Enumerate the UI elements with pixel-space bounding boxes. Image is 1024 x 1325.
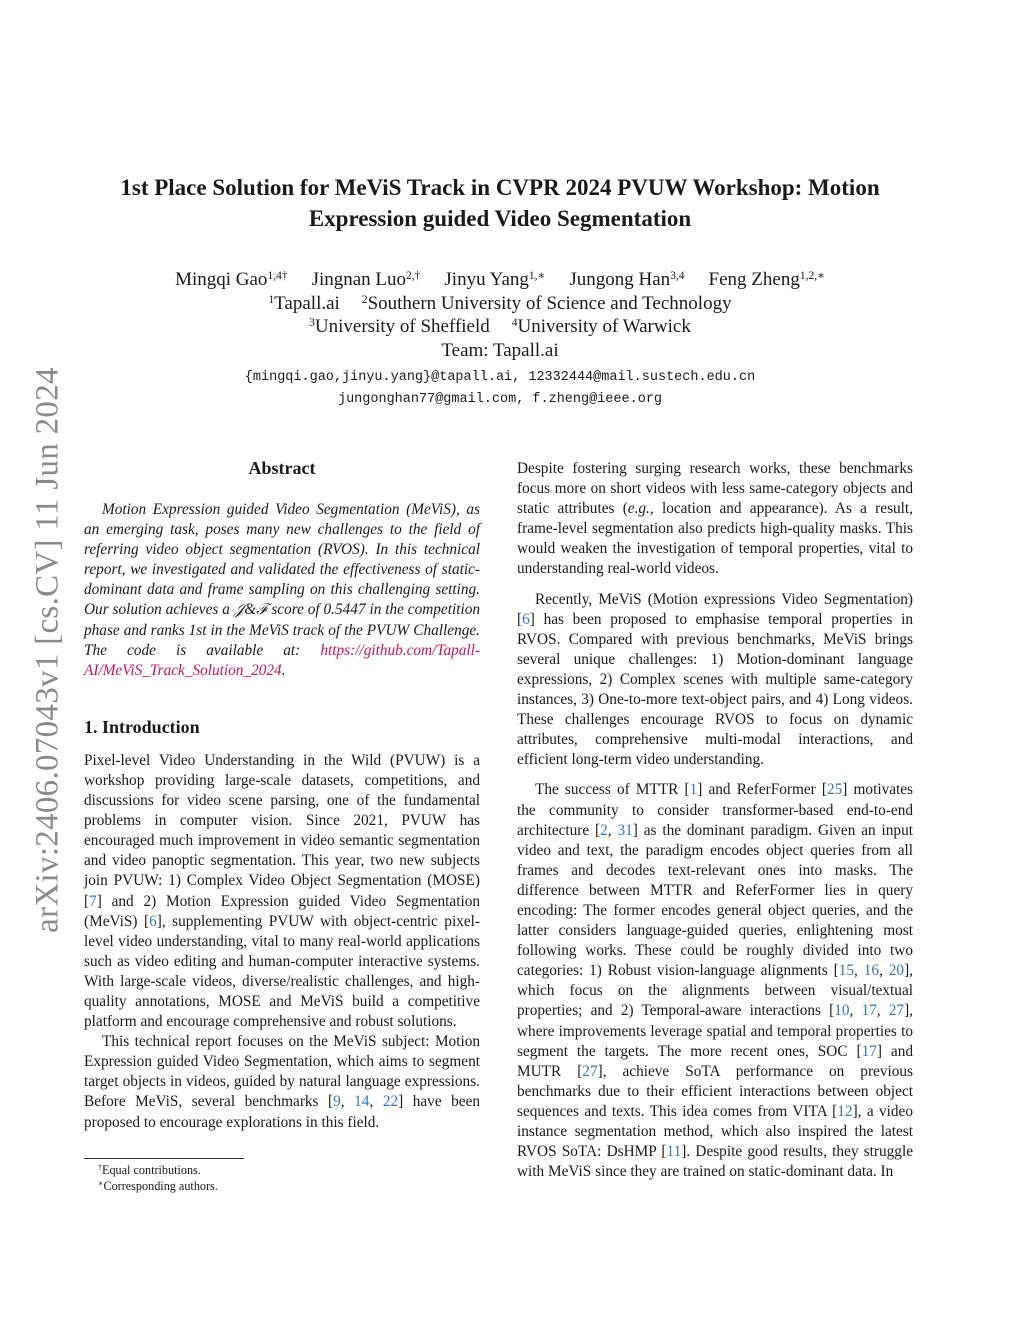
citation-link[interactable]: 6 [149, 912, 157, 930]
footnote-divider [84, 1158, 244, 1159]
right-paragraph-1 [517, 459, 913, 580]
text: ], a video instance segmentation method, which also inspired the latest RVOS SoTA: DsHMP [ [517, 1102, 913, 1161]
footnote-equal-contribution [98, 1162, 218, 1178]
citation-link[interactable]: 25 [826, 781, 843, 799]
affiliation-sup: 2 [361, 293, 368, 306]
affiliation-sup: 3 [309, 317, 315, 329]
text: , location and appearance). As a result, frame-level segmentation also predicts high-quality masks. This would weaken the investigation of temporal properties, vital to understanding real-world videos. [517, 500, 913, 578]
citation-link[interactable]: 9 [333, 1093, 341, 1111]
author-block [80, 268, 920, 411]
text: ] motivates the community to consider transformer-based end-to-end architecture [ [517, 781, 914, 839]
citation-link[interactable]: 12 [837, 1102, 853, 1120]
author-sup: 1,∗ [528, 270, 546, 282]
text: ]. Despite good results, they struggle with MeViS since they are trained on static-dominant data. In [517, 1143, 913, 1181]
text: ], achieve SoTA performance on previous benchmarks due to their efficient interactions between object sequences and texts. This idea comes from VITA [ [517, 1062, 913, 1120]
text: , [607, 821, 618, 839]
citation-link[interactable]: 7 [89, 892, 97, 910]
author-name: Jungong Han [569, 269, 671, 290]
right-column [517, 459, 913, 1182]
left-column [84, 458, 480, 1133]
abstract-heading: Abstract [248, 458, 316, 478]
author-sup: 1,4† [267, 270, 288, 282]
footnote-text: Equal contributions. [102, 1163, 201, 1177]
author-name: Mingqi Gao [175, 269, 268, 290]
right-paragraph-2 [517, 590, 913, 771]
citation-link[interactable]: 17 [861, 1042, 877, 1060]
affiliation-line-1 [80, 292, 920, 316]
arxiv-identifier: arXiv:2406.07043v1 [cs.CV] 11 Jun 2024 [29, 367, 66, 933]
affiliation-name: Tapall.ai [274, 292, 340, 314]
abstract-body [84, 500, 480, 681]
abstract-text: Motion Expression guided Video Segmentation (MeViS), as an emerging task, poses many new challenges to the field of referring video object segmentation (RVOS). In this technical report, we investigated and validated the effectiveness of static-dominant data and frame sampling on this challenging setting. Our solution achieves a 𝒥&ℱ score of 0.5447 in the competition phase and ranks 1st in the MeViS track of the PVUW Challenge. The code is available at: [84, 501, 480, 659]
affiliation-sup: 4 [511, 317, 518, 329]
text: Pixel-level Video Understanding in the Wild (PVUW) is a workshop providing large-scale datasets, competitions, and discussions for video scene parsing, one of the fundamental problems in computer vision. Since 2021, PVUW has encouraged much improvement in video semantic segmentation and video panoptic segmentation. This year, two new subjects join PVUW: 1) Complex Video Object Segmentation (MOSE) [ [84, 751, 480, 910]
footnote-mark: † [98, 1163, 102, 1172]
abstract-end: . [281, 661, 286, 679]
citation-link[interactable]: 16 [863, 962, 880, 980]
author-name: Feng Zheng [708, 269, 800, 290]
author-sup: 3,4 [670, 270, 685, 282]
affiliation-name: University of Sheffield [314, 316, 490, 337]
intro-paragraph-2 [84, 1032, 480, 1132]
text: ], supplementing PVUW with object-centric pixel-level video understanding, vital to many real-world applications such as video editing and human-computer interactive systems. With large-scale videos, diverse/realistic challenges, and high-quality annotations, MOSE and MeViS build a competitive platform and encourage comprehensive and robust solutions. [84, 912, 480, 1031]
author-name: Jinyu Yang [444, 269, 529, 290]
citation-link[interactable]: 22 [382, 1093, 399, 1111]
paper-title [80, 172, 920, 234]
citation-link[interactable]: 15 [838, 962, 855, 980]
arxiv-sidebar [26, 350, 70, 950]
email-line-1: {mingqi.gao,jinyu.yang}@tapall.ai, 12332444@mail.sustech.edu.cn [244, 370, 756, 385]
text: Recently, MeViS (Motion expressions Video Segmentation) [ [517, 590, 913, 628]
citation-link[interactable]: 10 [834, 1002, 850, 1020]
email-line-2: jungonghan77@gmail.com, f.zheng@ieee.org [337, 392, 663, 407]
author-sup: 2,† [406, 270, 421, 282]
author-sup: 1,2,∗ [799, 270, 825, 282]
citation-link[interactable]: 27 [582, 1062, 598, 1080]
citation-link[interactable]: 11 [666, 1143, 682, 1161]
affiliation-line-2 [80, 315, 920, 339]
title-line-1: 1st Place Solution for MeViS Track in CVPR 2024 PVUW Workshop: Motion [120, 175, 880, 200]
text: ] have been proposed to encourage explorations in this field. [84, 1093, 481, 1131]
text: ], which focus on the alignments between visual/textual properties; and 2) Temporal-aware interactions [ [517, 962, 913, 1020]
team-name: Team: Tapall.ai [441, 339, 559, 361]
right-paragraph-3 [517, 780, 913, 1182]
title-line-2: Expression guided Video Segmentation [308, 206, 692, 231]
intro-paragraph-1 [84, 751, 480, 1032]
text: ] has been proposed to emphasise temporal properties in RVOS. Compared with previous benchmarks, MeViS brings several unique challenges: 1) Motion-dominant language expressions, 2) Complex scenes with multiple same-category instances, 3) One-to-more text-object pairs, and 4) Long videos. These challenges encourage RVOS to focus on dynamic attributes, comprehensive multi-modal interactions, and efficient long-term video understanding. [517, 610, 913, 769]
section-heading-introduction: 1. Introduction [84, 716, 200, 737]
text: This technical report focuses on the MeViS subject: Motion Expression guided Video Segmentation, which aims to segment target objects in videos, guided by natural language expressions. Before MeViS, several benchmarks [ [84, 1033, 480, 1111]
text: , [340, 1093, 355, 1111]
author-name: Jingnan Luo [311, 269, 407, 290]
text: ] as the dominant paradigm. Given an input video and text, the paradigm encodes object queries from all frames and decodes text-relevant ones into masks. The difference between MTTR and ReferFormer lies in query encoding: The former encodes general object queries, and the latter considers language-guided queries, enlightening most following works. These could be roughly divided into two categories: 1) Robust vision-language alignments [ [517, 821, 913, 980]
citation-link[interactable]: 2 [600, 821, 608, 839]
citation-link[interactable]: 14 [354, 1093, 370, 1111]
citation-link[interactable]: 20 [888, 962, 905, 980]
text: ] and MUTR [ [517, 1042, 914, 1080]
citation-link[interactable]: 27 [888, 1002, 905, 1020]
footnotes [98, 1162, 218, 1194]
citation-link[interactable]: 1 [689, 781, 698, 799]
citation-link[interactable]: 31 [617, 821, 633, 839]
text: ] and ReferFormer [ [697, 781, 827, 799]
text: , [876, 1002, 889, 1020]
author-list [80, 268, 920, 292]
text: ] and 2) Motion Expression guided Video Segmentation (MeViS) [ [84, 892, 480, 930]
text: ], where improvements leverage spatial and temporal properties to segment the targets. The more recent ones, SOC [ [517, 1002, 913, 1060]
text: , [849, 1002, 862, 1020]
text: , [369, 1093, 383, 1111]
code-link[interactable]: https://github.com/Tapall-AI/MeViS_Track_Solution_2024 [84, 641, 480, 679]
citation-link[interactable]: 17 [861, 1002, 877, 1020]
footnote-mark: ∗ [98, 1179, 104, 1188]
text: e.g. [627, 500, 650, 518]
text: , [854, 962, 864, 980]
affiliation-name: Southern University of Science and Technology [367, 292, 732, 314]
footnote-corresponding [98, 1178, 218, 1194]
affiliation-sup: 1 [268, 293, 275, 306]
text: The success of MTTR [ [535, 781, 690, 799]
citation-link[interactable]: 6 [522, 610, 530, 628]
text: Despite fostering surging research works, these benchmarks focus more on short videos with less same-category objects and static attributes ( [517, 460, 913, 518]
text: , [879, 962, 889, 980]
affiliation-name: University of Warwick [517, 316, 691, 337]
footnote-text: Corresponding authors. [103, 1179, 218, 1193]
